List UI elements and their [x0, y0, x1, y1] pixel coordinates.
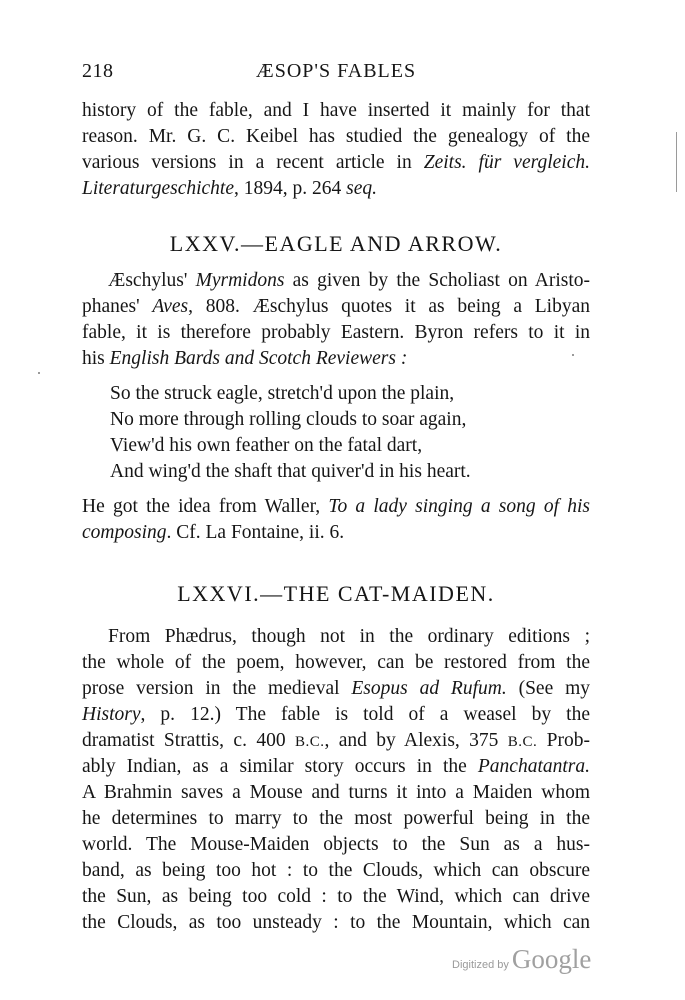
journal-title-cont: Literaturgeschichte: [82, 178, 235, 199]
lxxv-after-1: [82, 494, 590, 520]
text: Prob-: [537, 730, 590, 751]
running-head: [82, 60, 590, 86]
lxxvi-line-9: [82, 832, 590, 858]
lxxvi-line-8: [82, 806, 590, 832]
work-title: Aves: [152, 296, 189, 317]
text: he determines to marry to the most powerful being in the: [82, 808, 590, 829]
lxxvi-line-10: [82, 858, 590, 884]
lxxv-line-2: [82, 294, 590, 320]
text: ably Indian, as a similar story occurs in the: [82, 756, 478, 777]
text: , p. 12.) The fable is told of a weasel by the: [140, 704, 590, 725]
seq-abbrev: seq.: [346, 178, 378, 199]
work-title: Esopus ad Rufum.: [351, 678, 507, 699]
verse-line-2: No more through rolling clouds to soar again,: [110, 409, 467, 430]
lxxvi-line-7: [82, 780, 590, 806]
section-heading-lxxvi: LXXVI.—THE CAT-MAIDEN.: [177, 581, 495, 606]
google-logo: Google: [511, 944, 592, 974]
lxxvi-line-4: [82, 702, 590, 728]
intro-line-1: [82, 98, 590, 124]
text: his: [82, 348, 110, 369]
verse-line-1: So the struck eagle, stretch'd upon the plain,: [110, 383, 455, 404]
work-title-cont: composing: [82, 522, 167, 543]
work-title: Panchatantra.: [477, 756, 590, 777]
text: , and by Alexis, 375: [324, 730, 508, 751]
text: phanes': [82, 296, 153, 317]
text: From Phædrus, though not in the ordinary editions ;: [108, 626, 590, 647]
lxxvi-line-5: [82, 728, 590, 755]
text: world. The Mouse-Maiden objects to the Sun as a hus-: [82, 834, 590, 855]
text: fable, it is therefore probably Eastern. Byron refers to it in: [82, 322, 590, 343]
era-abbrev: B.C.: [507, 734, 538, 750]
intro-line-2: [82, 124, 590, 150]
intro-line-4: [82, 176, 590, 202]
text: prose version in the medieval: [82, 678, 352, 699]
work-title: To a lady singing a song of his: [328, 496, 590, 517]
text: band, as being too hot : to the Clouds, which can obscure: [82, 860, 590, 881]
verse-line-4: And wing'd the shaft that quiver'd in his heart.: [110, 461, 471, 482]
lxxv-line-4: [82, 346, 590, 372]
verse-line-3: View'd his own feather on the fatal dart,: [110, 435, 423, 456]
text: the Sun, as being too cold : to the Wind, which can drive: [82, 886, 590, 907]
text: , 1894, p. 264: [234, 178, 347, 199]
scan-margin-mark: [676, 132, 677, 192]
intro-line-3: [82, 150, 590, 176]
text: A Brahmin saves a Mouse and turns it into a Maiden whom: [82, 782, 590, 803]
text: (See my: [506, 678, 590, 699]
text: Æschylus': [108, 270, 196, 291]
lxxvi-line-1: [82, 624, 590, 650]
text: He got the idea from Waller,: [82, 496, 329, 517]
lxxvi-line-6: [82, 754, 590, 780]
page-number: 218: [82, 60, 114, 82]
lxxvi-line-12: [82, 910, 590, 936]
text: , 808. Æschylus quotes it as being a Libyan: [188, 296, 590, 317]
lxxv-line-3: [82, 320, 590, 346]
lxxvi-line-2: [82, 650, 590, 676]
work-title: Myrmidons: [195, 270, 285, 291]
work-title: English Bards and Scotch Reviewers :: [109, 348, 408, 369]
text: dramatist Strattis, c. 400: [82, 730, 295, 751]
scan-speck: [38, 372, 40, 374]
text: as given by the Scholiast on Aristo-: [284, 270, 590, 291]
running-title: ÆSOP'S FABLES: [255, 60, 417, 82]
text: the whole of the poem, however, can be restored from the: [82, 652, 590, 673]
lxxv-after-2: [82, 520, 590, 546]
digitized-by-label: Digitized by: [452, 959, 509, 971]
text: reason. Mr. G. C. Keibel has studied the genealogy of the: [82, 126, 590, 147]
work-title: History: [82, 704, 141, 725]
section-heading-lxxv: LXXV.—EAGLE AND ARROW.: [169, 231, 503, 256]
era-abbrev: B.C.: [294, 734, 325, 750]
scan-speck: [572, 354, 574, 356]
lxxvi-line-3: [82, 676, 590, 702]
text: various versions in a recent article in: [82, 152, 424, 173]
google-watermark: [452, 944, 591, 975]
lxxv-line-1: [82, 268, 590, 294]
journal-title: Zeits. für vergleich.: [423, 152, 590, 173]
text: the Clouds, as too unsteady : to the Mountain, which can: [82, 912, 590, 933]
lxxvi-line-11: [82, 884, 590, 910]
text: history of the fable, and I have inserted it mainly for that: [82, 100, 590, 121]
text: . Cf. La Fontaine, ii. 6.: [166, 522, 345, 543]
